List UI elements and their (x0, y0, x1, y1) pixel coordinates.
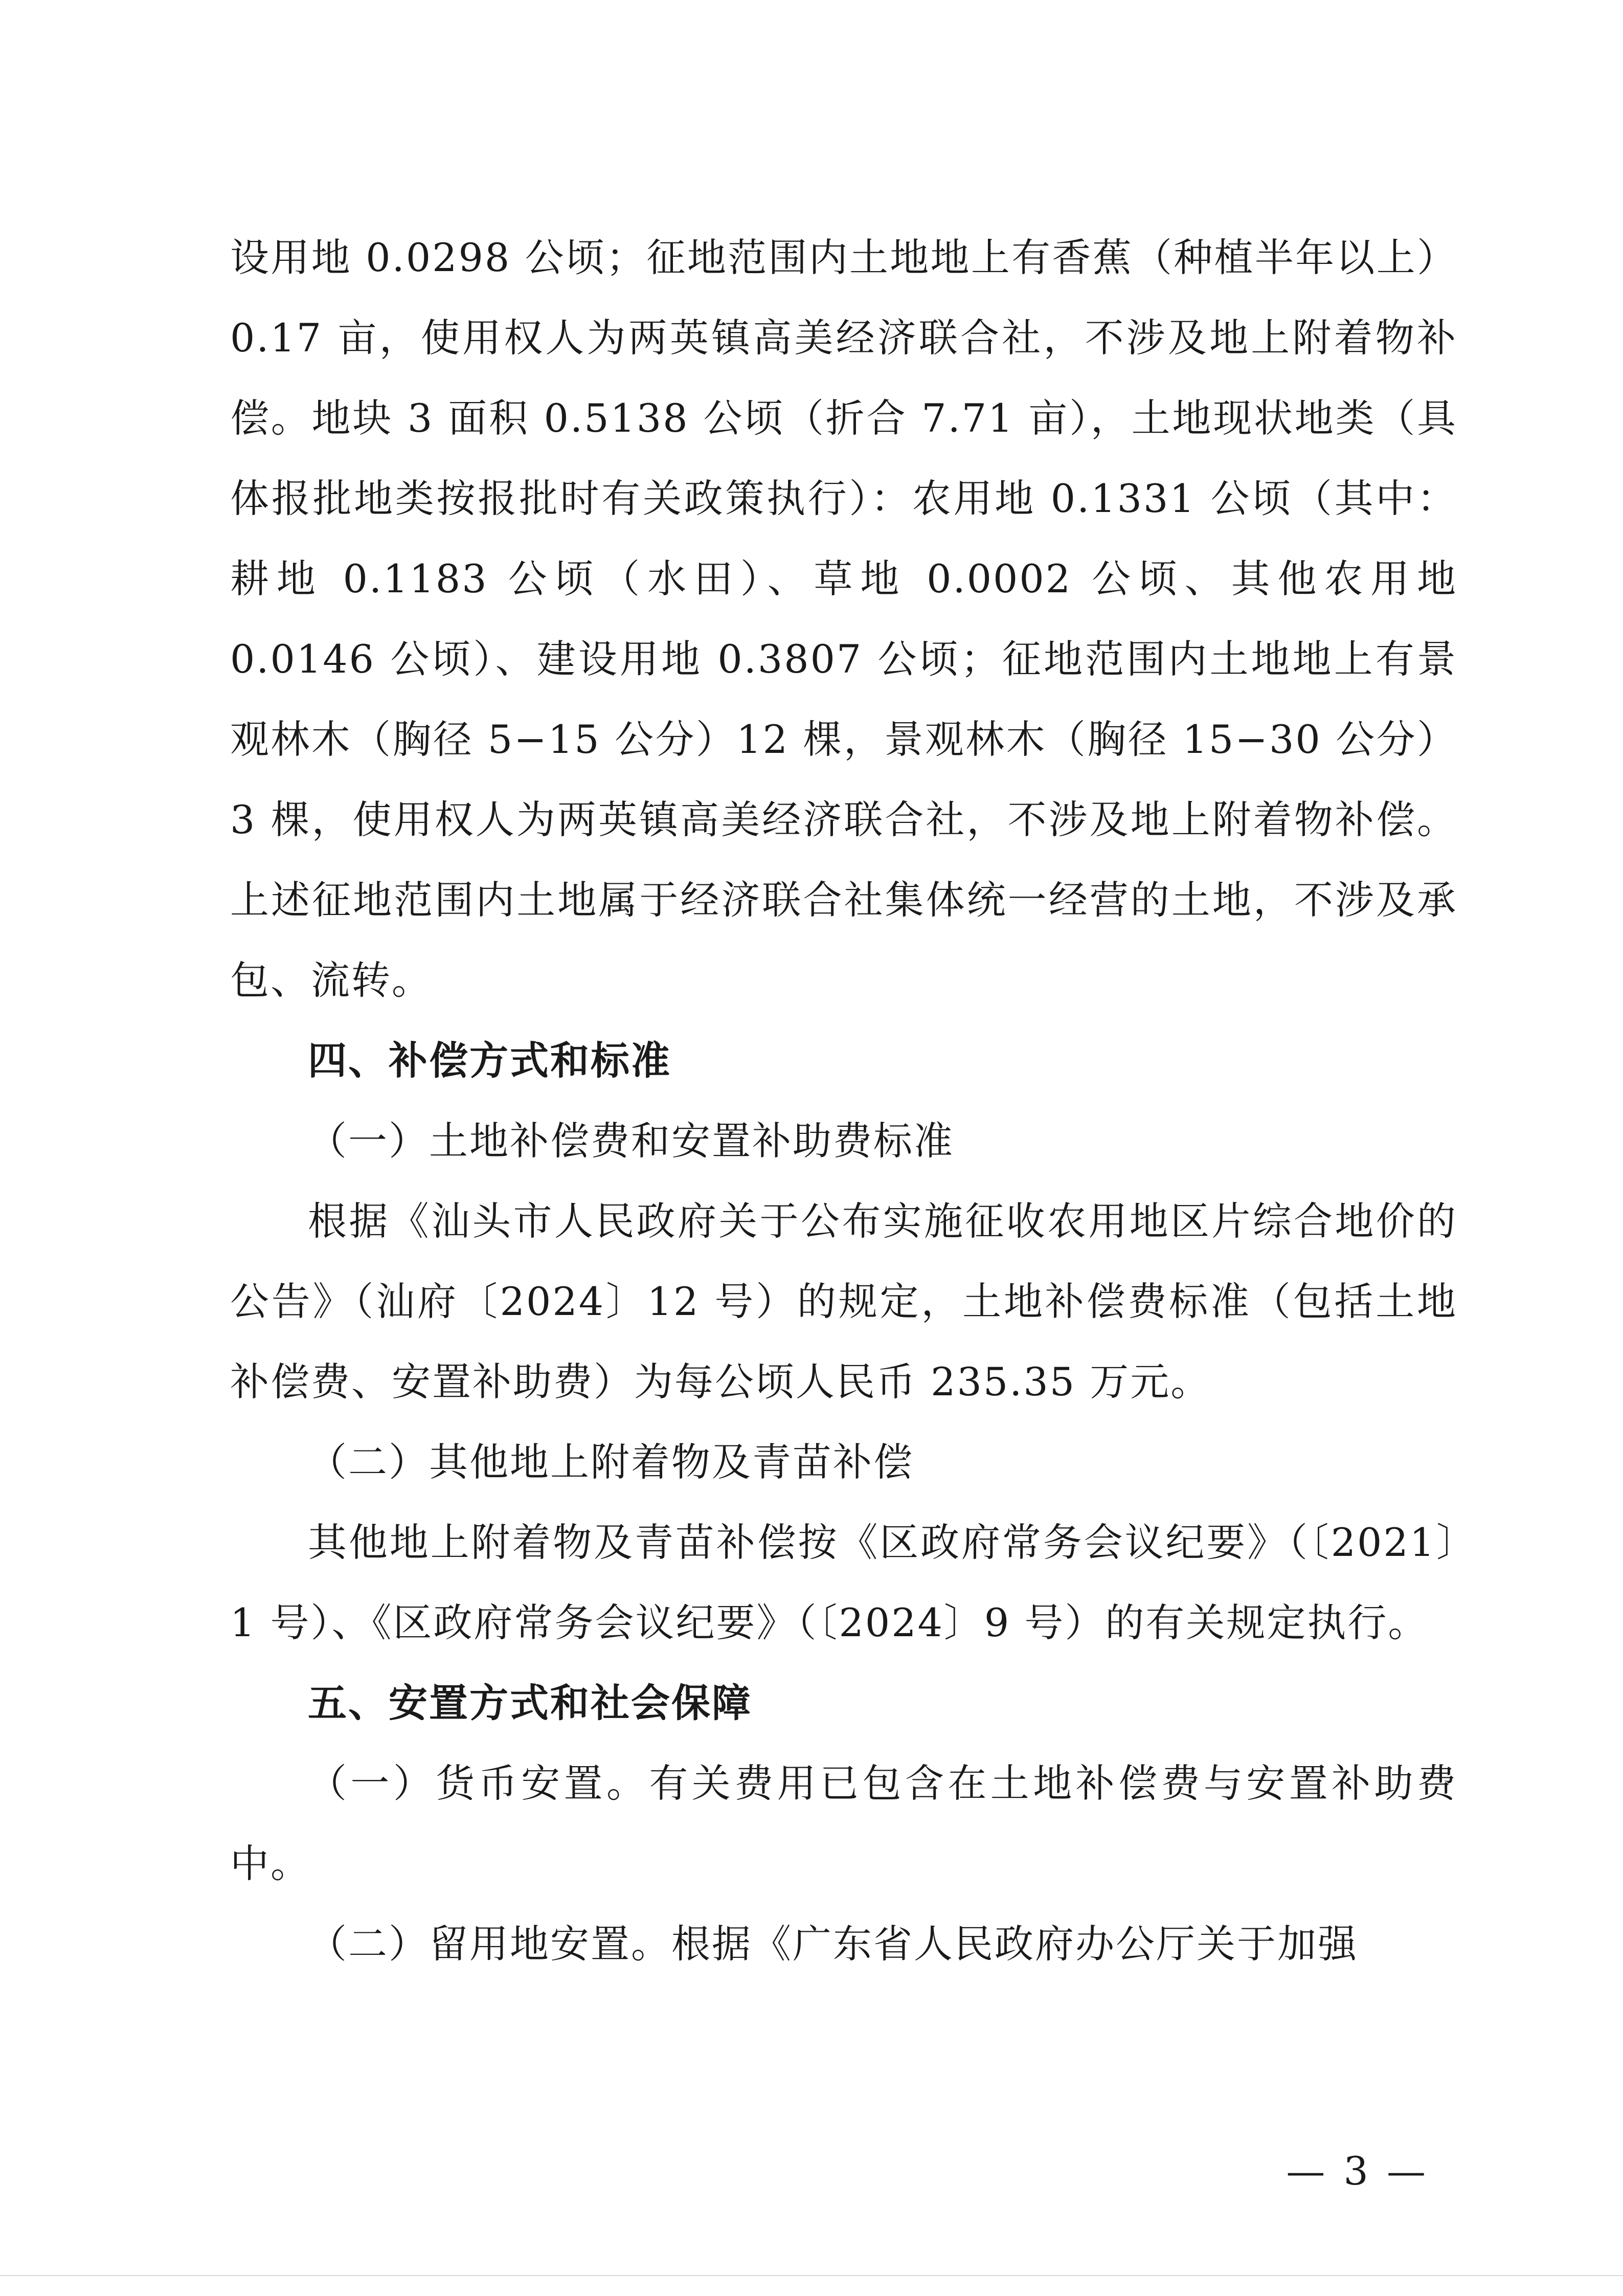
paragraph-reserved-land: （二）留用地安置。根据《广东省人民政府办公厅关于加强 (308, 1921, 1358, 1967)
paragraph-land-details: 设用地 0.0298 公顷；征地范围内土地地上有香蕉（种植半年以上）0.17 亩，使用权人为两英镇高美经济联合社，不涉及地上附着物补偿。地块 3 面积 0.5138 公顷（折合 7.71 亩），土地现状地类（具体报批地类按报批时有关政策执行）：农用地 0.1331 公顷（其中：耕地 0.1183 公顷（水田）、草地 0.0002 公顷、其他农用地 0.0146 公顷）、建设用地 0.3807 公顷；征地范围内土地地上有景观林木（胸径 5−15 公分）12 棵，景观林木（胸径 15−30 公分）3 棵，使用权人为两英镇高美经济联合社，不涉及地上附着物补偿。上述征地范围内土地属于经济联合社集体统一经营的土地，不涉及承包、流转。 (230, 235, 1457, 1003)
paragraph-monetary-resettlement: （一）货币安置。有关费用已包含在土地补偿费与安置补助费中。 (230, 1760, 1457, 1886)
page-number: — 3 — (1286, 2148, 1429, 2194)
section-heading-resettlement: 五、安置方式和社会保障 (308, 1680, 752, 1726)
subsection-title-attachments: （二）其他地上附着物及青苗补偿 (308, 1439, 914, 1485)
subsection-title-land-compensation: （一）土地补偿费和安置补助费标准 (308, 1118, 954, 1164)
document-body (230, 217, 1457, 1984)
paragraph-land-compensation: 根据《汕头市人民政府关于公布实施征收农用地区片综合地价的公告》（汕府〔2024〕12 号）的规定，土地补偿费标准（包括土地补偿费、安置补助费）为每公顷人民币 235.35 万元。 (230, 1198, 1457, 1405)
section-heading-compensation: 四、补偿方式和标准 (308, 1038, 671, 1083)
scan-edge-divider (0, 2275, 1623, 2276)
paragraph-attachments: 其他地上附着物及青苗补偿按《区政府常务会议纪要》（〔2021〕1 号）、《区政府常务会议纪要》（〔2024〕9 号）的有关规定执行。 (230, 1520, 1457, 1645)
